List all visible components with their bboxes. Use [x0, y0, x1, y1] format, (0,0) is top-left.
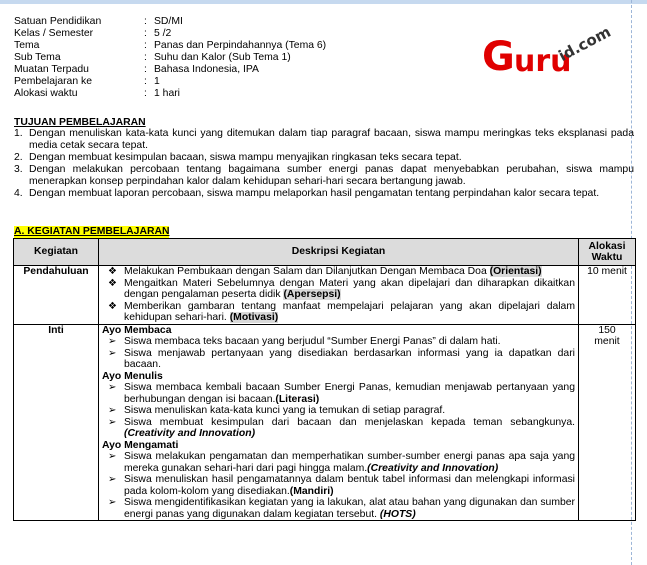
activity-text: Melakukan Pembukaan dengan Salam dan Dilanjutkan Dengan Membaca Doa — [124, 266, 490, 277]
tujuan-item-number: 3. — [14, 164, 23, 175]
activity-tag: (Mandiri) — [289, 485, 334, 497]
tujuan-item-text: Dengan membuat kesimpulan bacaan, siswa mampu menyajikan ringkasan teks secara tepat. — [29, 152, 462, 163]
inti-section-title: Ayo Menulis — [102, 370, 163, 382]
inti-section-title: Ayo Membaca — [102, 324, 172, 336]
arrow-bullet-icon: ➢ — [108, 451, 117, 462]
activity-text: Siswa membaca kembali bacaan Sumber Energi Panas, kemudian menjawab pertanyaan yang berhubungan dengan isi bacaan. — [124, 382, 575, 405]
identity-key: Tema — [14, 40, 40, 51]
kegiatan-inti-label: Inti — [14, 324, 99, 521]
inti-time: 150 menit — [579, 324, 636, 521]
col-header-deskripsi: Deskripsi Kegiatan — [99, 239, 579, 266]
arrow-bullet-icon: ➢ — [108, 382, 117, 393]
table-header-row — [14, 239, 636, 266]
tujuan-heading: TUJUAN PEMBELAJARAN — [14, 117, 146, 128]
identity-value: SD/MI — [154, 16, 183, 27]
identity-key: Pembelajaran ke — [14, 76, 92, 87]
tujuan-item-number: 4. — [14, 188, 23, 199]
identity-colon: : — [144, 52, 147, 63]
identity-value: 1 — [154, 76, 160, 87]
tujuan-item-number: 1. — [14, 128, 23, 139]
diamond-bullet-icon: ❖ — [108, 266, 117, 277]
identity-key: Satuan Pendidikan — [14, 16, 102, 27]
identity-value: Panas dan Perpindahannya (Tema 6) — [154, 40, 327, 51]
activity-tag: (Creativity and Innovation) — [367, 462, 499, 474]
inti-section-title: Ayo Mengamati — [102, 439, 179, 451]
logo-letters-uru: uru — [514, 44, 572, 79]
arrow-bullet-icon: ➢ — [108, 474, 117, 485]
table-row-inti — [14, 324, 636, 521]
inti-description — [99, 324, 579, 521]
logo-suffix: id.com — [555, 22, 614, 65]
identity-value: 5 /2 — [154, 28, 172, 39]
arrow-bullet-icon: ➢ — [108, 336, 117, 347]
activity-item — [102, 405, 575, 417]
arrow-bullet-icon: ➢ — [108, 405, 117, 416]
activity-item — [102, 474, 575, 497]
activity-item — [102, 348, 575, 371]
activity-tag: (Creativity and Innovation) — [124, 428, 256, 439]
identity-colon: : — [144, 16, 147, 27]
activity-tag: (Motivasi) — [229, 312, 279, 323]
activity-item — [102, 336, 575, 348]
activity-tag: (Orientasi) — [489, 266, 542, 277]
activity-tag: (Apersepsi) — [283, 289, 341, 300]
activity-text: Siswa mengidentifikasikan kegiatan yang ia lakukan, alat atau bahan yang digunakan dan sumber energi panas yang digunakan dalam kegiatan tersebut. — [124, 497, 575, 520]
logo-letter-g: G — [482, 34, 515, 80]
activity-text: Memberikan gambaran tentang manfaat mempelajari pelajaran yang akan dipelajari dalam kehidupan sehari-hari. — [124, 300, 575, 323]
table-row-pendahuluan — [14, 266, 636, 325]
activity-item — [102, 266, 575, 278]
kegiatan-table — [13, 238, 636, 521]
tujuan-item-text: Dengan membuat laporan percobaan, siswa mampu melaporkan hasil pengamatan tentang perpindahan kalor secara tepat. — [29, 188, 600, 199]
identity-key: Muatan Terpadu — [14, 64, 89, 75]
identity-colon: : — [144, 40, 147, 51]
activity-item — [102, 301, 575, 324]
kegiatan-heading: A. KEGIATAN PEMBELAJARAN — [14, 226, 170, 237]
activity-item — [102, 451, 575, 474]
identity-key: Kelas / Semester — [14, 28, 94, 39]
arrow-bullet-icon: ➢ — [108, 416, 117, 428]
activity-text: Siswa menuliskan kata-kata kunci yang ia temukan di setiap paragraf. — [124, 405, 446, 416]
identity-colon: : — [144, 28, 147, 39]
identity-key: Sub Tema — [14, 52, 61, 63]
kegiatan-pendahuluan-label: Pendahuluan — [14, 266, 99, 325]
col-header-kegiatan: Kegiatan — [14, 239, 99, 266]
activity-tag: (Literasi) — [275, 393, 320, 405]
tujuan-item-text: Dengan melakukan percobaan tentang bagaimana sumber energi panas dapat menyebabkan perubahan, siswa mampu menerapkan konsep perpindahan kalor dalam kehidupan sehari-hari secara bertangung jawab. — [29, 164, 634, 187]
diamond-bullet-icon: ❖ — [108, 300, 117, 312]
activity-text: Siswa membuat kesimpulan dari bacaan dan menjelaskan kepada teman sebangkunya. — [124, 416, 575, 428]
arrow-bullet-icon: ➢ — [108, 347, 117, 359]
activity-item — [102, 497, 575, 520]
activity-text: Siswa melakukan pengamatan dan memperhatikan sumber-sumber energi panas apa saja yang mereka gunakan sehari-hari dari pagi hingga malam. — [124, 451, 575, 474]
activity-text: Siswa membaca teks bacaan yang berjudul “Sumber Energi Panas” di dalam hati. — [124, 336, 501, 347]
col-header-alokasi: Alokasi Waktu — [579, 239, 636, 266]
arrow-bullet-icon: ➢ — [108, 497, 117, 508]
tujuan-item-number: 2. — [14, 152, 23, 163]
identity-value: 1 hari — [154, 88, 180, 99]
identity-value: Suhu dan Kalor (Sub Tema 1) — [154, 52, 291, 63]
activity-item — [102, 382, 575, 405]
identity-colon: : — [144, 64, 147, 75]
tujuan-item-text: Dengan menuliskan kata-kata kunci yang ditemukan dalam tiap paragraf bacaan, siswa mampu meringkas teks eksplanasi pada media cetak secara tepat. — [29, 128, 634, 151]
pendahuluan-time: 10 menit — [579, 266, 636, 325]
pendahuluan-description — [99, 266, 579, 325]
diamond-bullet-icon: ❖ — [108, 277, 117, 289]
activity-text: Siswa menuliskan hasil pengamatannya dalam bentuk tabel informasi dan melengkapi informasi pada kolom-kolom yang disediakan. — [124, 474, 575, 497]
activity-tag: (HOTS) — [379, 508, 416, 520]
activity-text: Mengaitkan Materi Sebelumnya dengan Materi yang akan dipelajari dan diharapkan dikaitkan dengan pengalaman peserta didik — [124, 277, 575, 300]
identity-value: Bahasa Indonesia, IPA — [154, 64, 259, 75]
identity-colon: : — [144, 76, 147, 87]
activity-item — [102, 278, 575, 301]
guru-id-logo — [482, 22, 622, 93]
activity-item — [102, 417, 575, 440]
identity-colon: : — [144, 88, 147, 99]
identity-key: Alokasi waktu — [14, 88, 78, 99]
activity-text: Siswa menjawab pertanyaan yang disediakan berdasarkan informasi yang ia dapatkan dari bacaan. — [124, 347, 575, 370]
